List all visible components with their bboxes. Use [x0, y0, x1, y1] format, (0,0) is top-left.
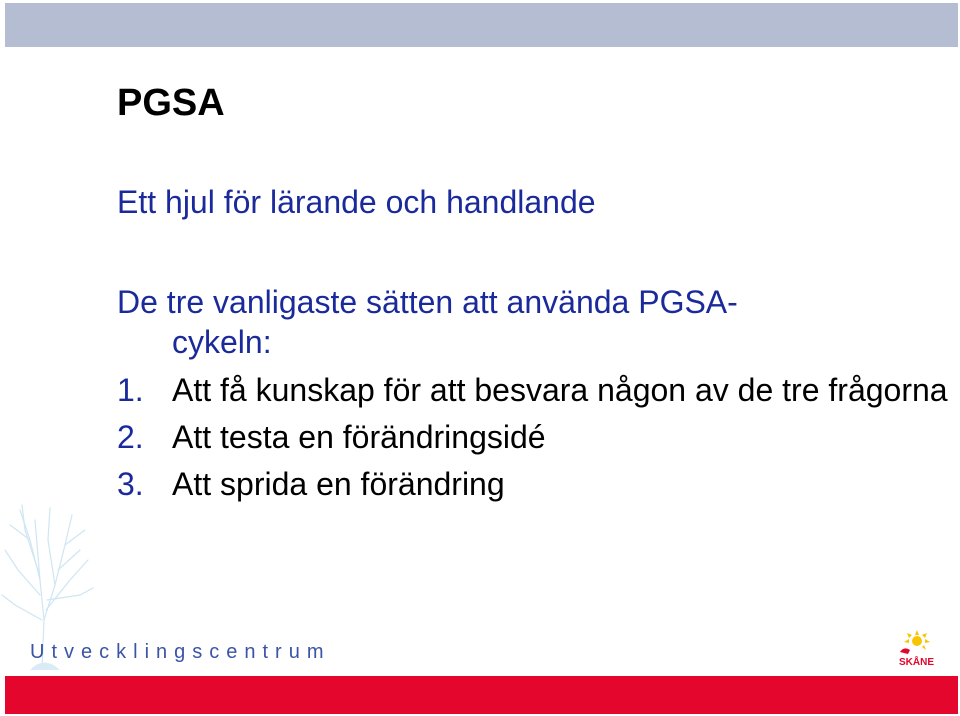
step-number: 3.	[117, 466, 144, 502]
step-text: Att testa en förändringsidé	[172, 419, 546, 455]
intro-text	[117, 282, 877, 362]
step-number: 1.	[117, 372, 144, 408]
logo-text: SKÅNE	[899, 657, 935, 668]
intro-line-1: De tre vanligaste sätten att använda PGSA-	[117, 284, 738, 320]
step-text: Att sprida en förändring	[172, 466, 505, 502]
step-text: Att få kunskap för att besvara någon av de tre frågorna	[172, 372, 948, 408]
steps-list	[117, 370, 957, 511]
intro-line-2: cykeln:	[172, 324, 272, 360]
slide-subtitle: Ett hjul för lärande och handlande	[117, 184, 596, 220]
step-number: 2.	[117, 419, 144, 455]
list-item	[117, 417, 957, 457]
list-item	[117, 370, 957, 410]
footer-center-name: Utvecklingscentrum	[30, 641, 331, 663]
list-item	[117, 464, 957, 504]
bottom-bar	[5, 676, 958, 714]
slide-title: PGSA	[117, 82, 225, 124]
top-bar	[5, 3, 958, 47]
